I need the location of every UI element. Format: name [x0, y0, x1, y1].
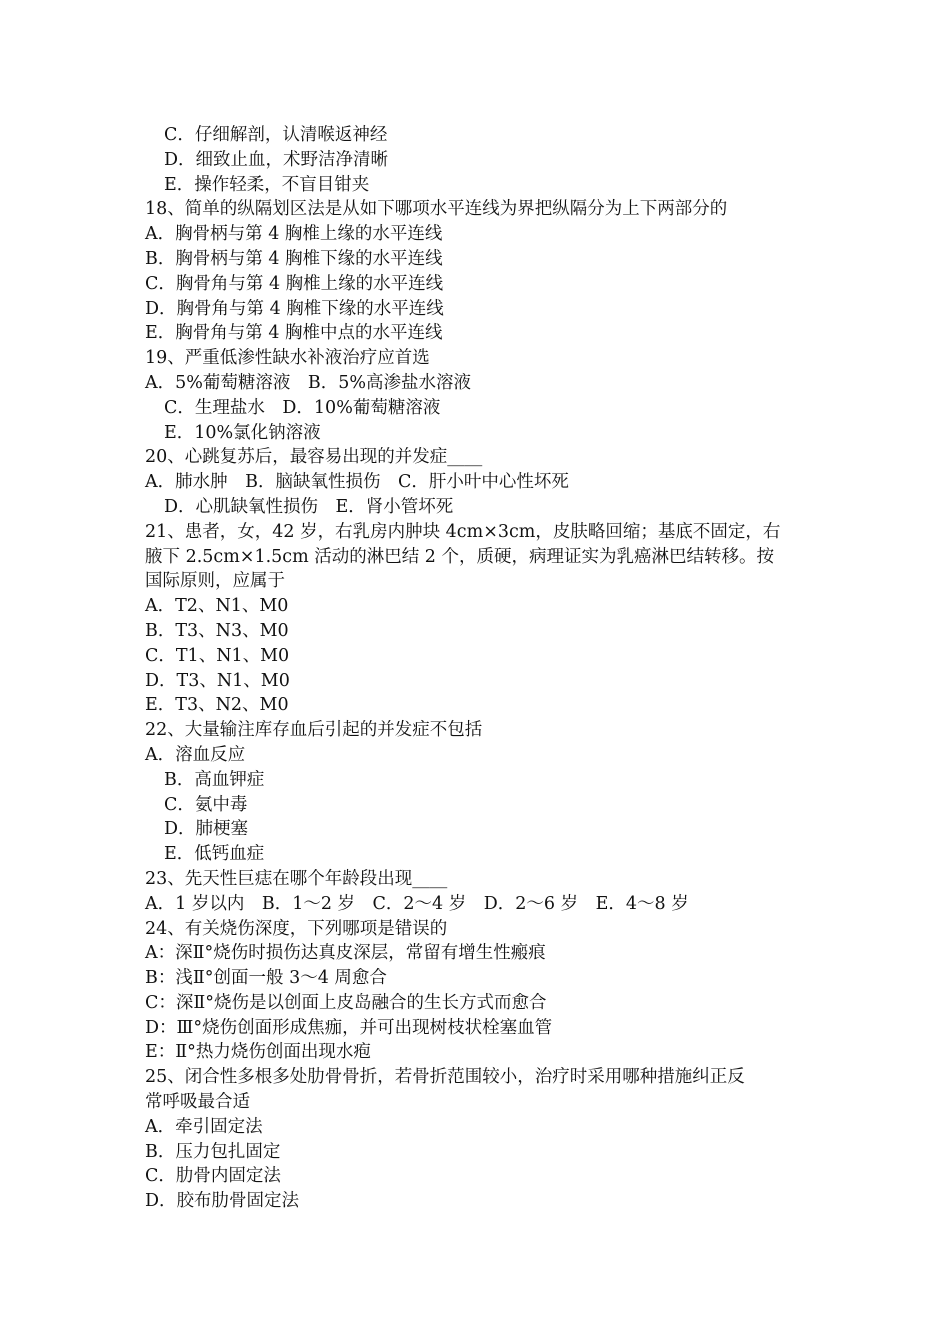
text-line: E．胸骨角与第 4 胸椎中点的水平连线	[145, 323, 443, 344]
text-line: C．肋骨内固定法	[145, 1166, 281, 1187]
text-line: B．压力包扎固定	[145, 1141, 281, 1162]
text-line: E．10%氯化钠溶液	[164, 422, 321, 443]
text-line: 20、心跳复苏后，最容易出现的并发症____	[145, 447, 483, 468]
text-line: A：深Ⅱ°烧伤时损伤达真皮深层，常留有增生性瘢痕	[145, 943, 546, 964]
text-line: E．操作轻柔，不盲目钳夹	[164, 174, 370, 195]
text-line: C．胸骨角与第 4 胸椎上缘的水平连线	[145, 273, 444, 294]
text-line: A．5%葡萄糖溶液 B．5%高渗盐水溶液	[145, 372, 472, 393]
text-line: D：Ⅲ°烧伤创面形成焦痂，并可出现树枝状栓塞血管	[145, 1017, 553, 1038]
text-line: 腋下 2.5cm×1.5cm 活动的淋巴结 2 个，质硬，病理证实为乳癌淋巴结转移。按	[145, 546, 774, 567]
text-line: A．肺水肿 B．脑缺氧性损伤 C．肝小叶中心性坏死	[145, 472, 569, 493]
text-line: D．心肌缺氧性损伤 E．肾小管坏死	[164, 496, 454, 517]
text-line: 24、有关烧伤深度，下列哪项是错误的	[145, 918, 448, 939]
text-line: C．仔细解剖，认清喉返神经	[164, 125, 388, 145]
text-line: D．胶布肋骨固定法	[145, 1191, 300, 1212]
text-line: A．T2、N1、M0	[145, 596, 289, 617]
text-line: 18、简单的纵隔划区法是从如下哪项水平连线为界把纵隔分为上下两部分的	[145, 199, 728, 220]
text-line: E．T3、N2、M0	[145, 695, 289, 716]
text-line: 常呼吸最合适	[145, 1092, 250, 1113]
text-line: D．细致止血，术野洁净清晰	[164, 149, 389, 170]
text-line: B．高血钾症	[164, 769, 265, 790]
text-line: B．胸骨柄与第 4 胸椎下缘的水平连线	[145, 248, 443, 269]
text-line: 23、先天性巨痣在哪个年龄段出现____	[145, 868, 448, 889]
text-line: 国际原则，应属于	[145, 571, 285, 592]
text-line: A．牵引固定法	[145, 1116, 263, 1137]
text-line: D．胸骨角与第 4 胸椎下缘的水平连线	[145, 298, 444, 319]
text-line: B．T3、N3、M0	[145, 620, 289, 641]
text-line: 21、患者，女，42 岁，右乳房内肿块 4cm×3cm，皮肤略回缩；基底不固定，右	[145, 521, 781, 542]
text-line: E．低钙血症	[164, 844, 265, 865]
text-line: C：深Ⅱ°烧伤是以创面上皮岛融合的生长方式而愈合	[145, 992, 547, 1013]
text-line: D．T3、N1、M0	[145, 670, 290, 691]
text-line: D．肺梗塞	[164, 819, 249, 840]
text-line: 22、大量输注库存血后引起的并发症不包括	[145, 720, 483, 741]
text-line: C．生理盐水 D．10%葡萄糖溶液	[164, 397, 441, 418]
text-line: C．氨中毒	[164, 794, 248, 815]
text-line: E：Ⅱ°热力烧伤创面出现水疱	[145, 1042, 371, 1063]
text-line: A．1 岁以内 B．1～2 岁 C．2～4 岁 D．2～6 岁 E．4～8 岁	[145, 893, 689, 914]
text-line: B：浅Ⅱ°创面一般 3～4 周愈合	[145, 968, 387, 989]
text-line: 25、闭合性多根多处肋骨骨折，若骨折范围较小，治疗时采用哪种措施纠正反	[145, 1067, 745, 1088]
text-line: C．T1、N1、M0	[145, 645, 290, 666]
text-line: A．胸骨柄与第 4 胸椎上缘的水平连线	[145, 224, 443, 245]
text-line: 19、严重低渗性缺水补液治疗应首选	[145, 348, 430, 369]
text-line: A．溶血反应	[145, 744, 246, 765]
